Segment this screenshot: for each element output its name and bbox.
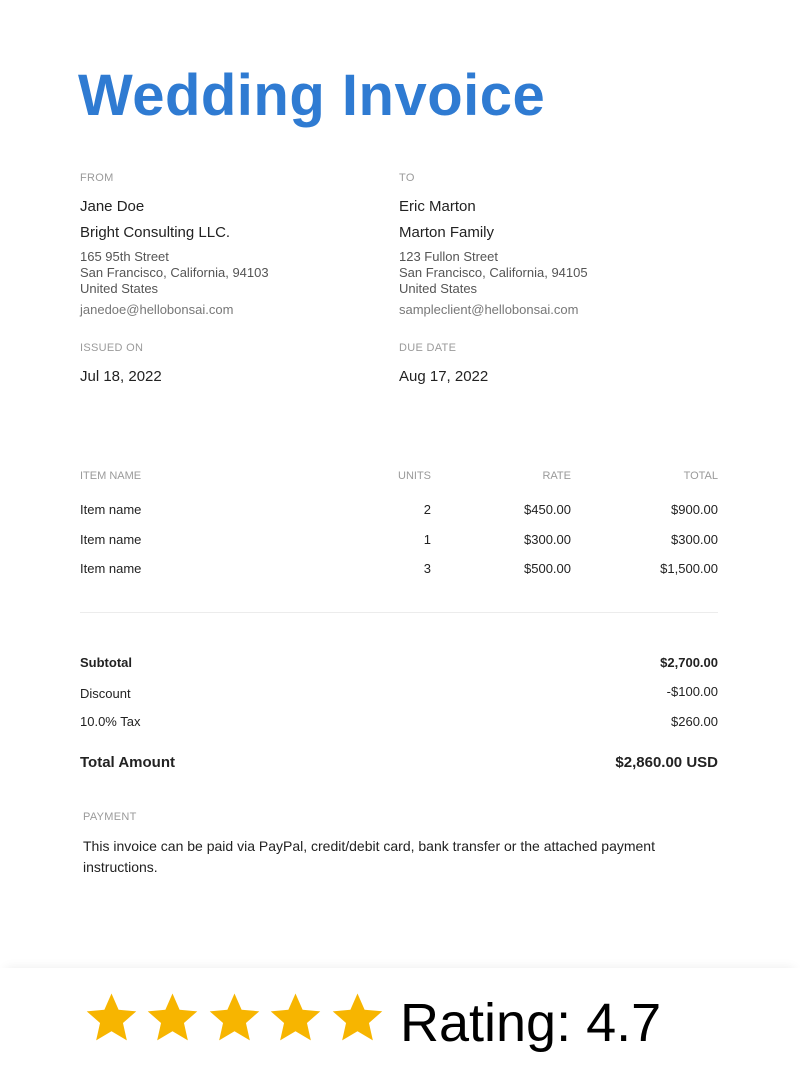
due-date-value: Aug 17, 2022 xyxy=(399,368,489,385)
column-units: UNITS xyxy=(398,470,431,482)
to-street: 123 Fullon Street xyxy=(399,249,499,264)
subtotal-label: Subtotal xyxy=(80,655,132,670)
tax-value: $260.00 xyxy=(671,714,718,729)
star-icon xyxy=(207,990,262,1045)
star-icon xyxy=(330,990,385,1045)
issued-on-section xyxy=(80,342,162,385)
due-date-label: DUE DATE xyxy=(399,342,457,354)
star-icon xyxy=(145,990,200,1045)
issued-on-label: ISSUED ON xyxy=(80,342,144,354)
subtotal-row xyxy=(80,655,718,673)
table-row xyxy=(80,561,718,579)
table-row xyxy=(80,532,718,550)
to-section xyxy=(399,172,699,317)
item-rate: $450.00 xyxy=(524,502,571,517)
item-name: Item name xyxy=(80,532,142,547)
from-label: FROM xyxy=(80,172,114,184)
payment-text: This invoice can be paid via PayPal, credit/debit card, bank transfer or the attached payment instructions. xyxy=(83,838,655,875)
to-company: Marton Family xyxy=(399,224,495,241)
item-rate: $300.00 xyxy=(524,532,571,547)
payment-label: PAYMENT xyxy=(83,811,137,823)
column-item-name: ITEM NAME xyxy=(80,470,142,482)
items-divider xyxy=(80,612,718,613)
from-country: United States xyxy=(80,281,159,296)
rating-text: Rating: 4.7 xyxy=(400,993,662,1053)
tax-label: 10.0% Tax xyxy=(80,714,141,729)
tax-row xyxy=(80,714,718,732)
item-name: Item name xyxy=(80,502,142,517)
table-row xyxy=(80,502,718,520)
column-rate: RATE xyxy=(542,470,571,482)
item-units: 3 xyxy=(423,561,431,576)
item-total: $300.00 xyxy=(671,532,718,547)
to-label: TO xyxy=(399,172,415,184)
from-section xyxy=(80,172,380,317)
from-street: 165 95th Street xyxy=(80,249,169,264)
invoice-title: Wedding Invoice xyxy=(78,63,546,128)
subtotal-value: $2,700.00 xyxy=(660,655,718,670)
from-city: San Francisco, California, 94103 xyxy=(80,265,269,280)
to-address xyxy=(399,249,699,297)
items-table-header xyxy=(80,470,718,484)
from-address xyxy=(80,249,380,297)
total-label: Total Amount xyxy=(80,754,175,771)
rating-bar xyxy=(0,968,800,1080)
item-rate: $500.00 xyxy=(524,561,571,576)
from-company: Bright Consulting LLC. xyxy=(80,224,231,241)
star-icon xyxy=(84,990,139,1045)
rating-stars xyxy=(84,990,387,1056)
to-city: San Francisco, California, 94105 xyxy=(399,265,588,280)
discount-value: -$100.00 xyxy=(666,684,718,699)
payment-section xyxy=(83,811,723,878)
from-email: janedoe@hellobonsai.com xyxy=(80,302,234,317)
to-email: sampleclient@hellobonsai.com xyxy=(399,302,579,317)
item-units: 1 xyxy=(423,532,431,547)
discount-row xyxy=(80,686,718,704)
due-date-section xyxy=(399,342,488,385)
discount-label: Discount xyxy=(80,686,131,701)
to-country: United States xyxy=(399,281,478,296)
total-row xyxy=(80,754,718,772)
issued-on-date: Jul 18, 2022 xyxy=(80,368,162,385)
item-units: 2 xyxy=(423,502,431,517)
column-total: TOTAL xyxy=(683,470,718,482)
total-value: $2,860.00 USD xyxy=(615,754,718,771)
item-total: $1,500.00 xyxy=(660,561,718,576)
to-name: Eric Marton xyxy=(399,198,476,215)
star-icon xyxy=(268,990,323,1045)
item-total: $900.00 xyxy=(671,502,718,517)
from-name: Jane Doe xyxy=(80,198,145,215)
item-name: Item name xyxy=(80,561,142,576)
